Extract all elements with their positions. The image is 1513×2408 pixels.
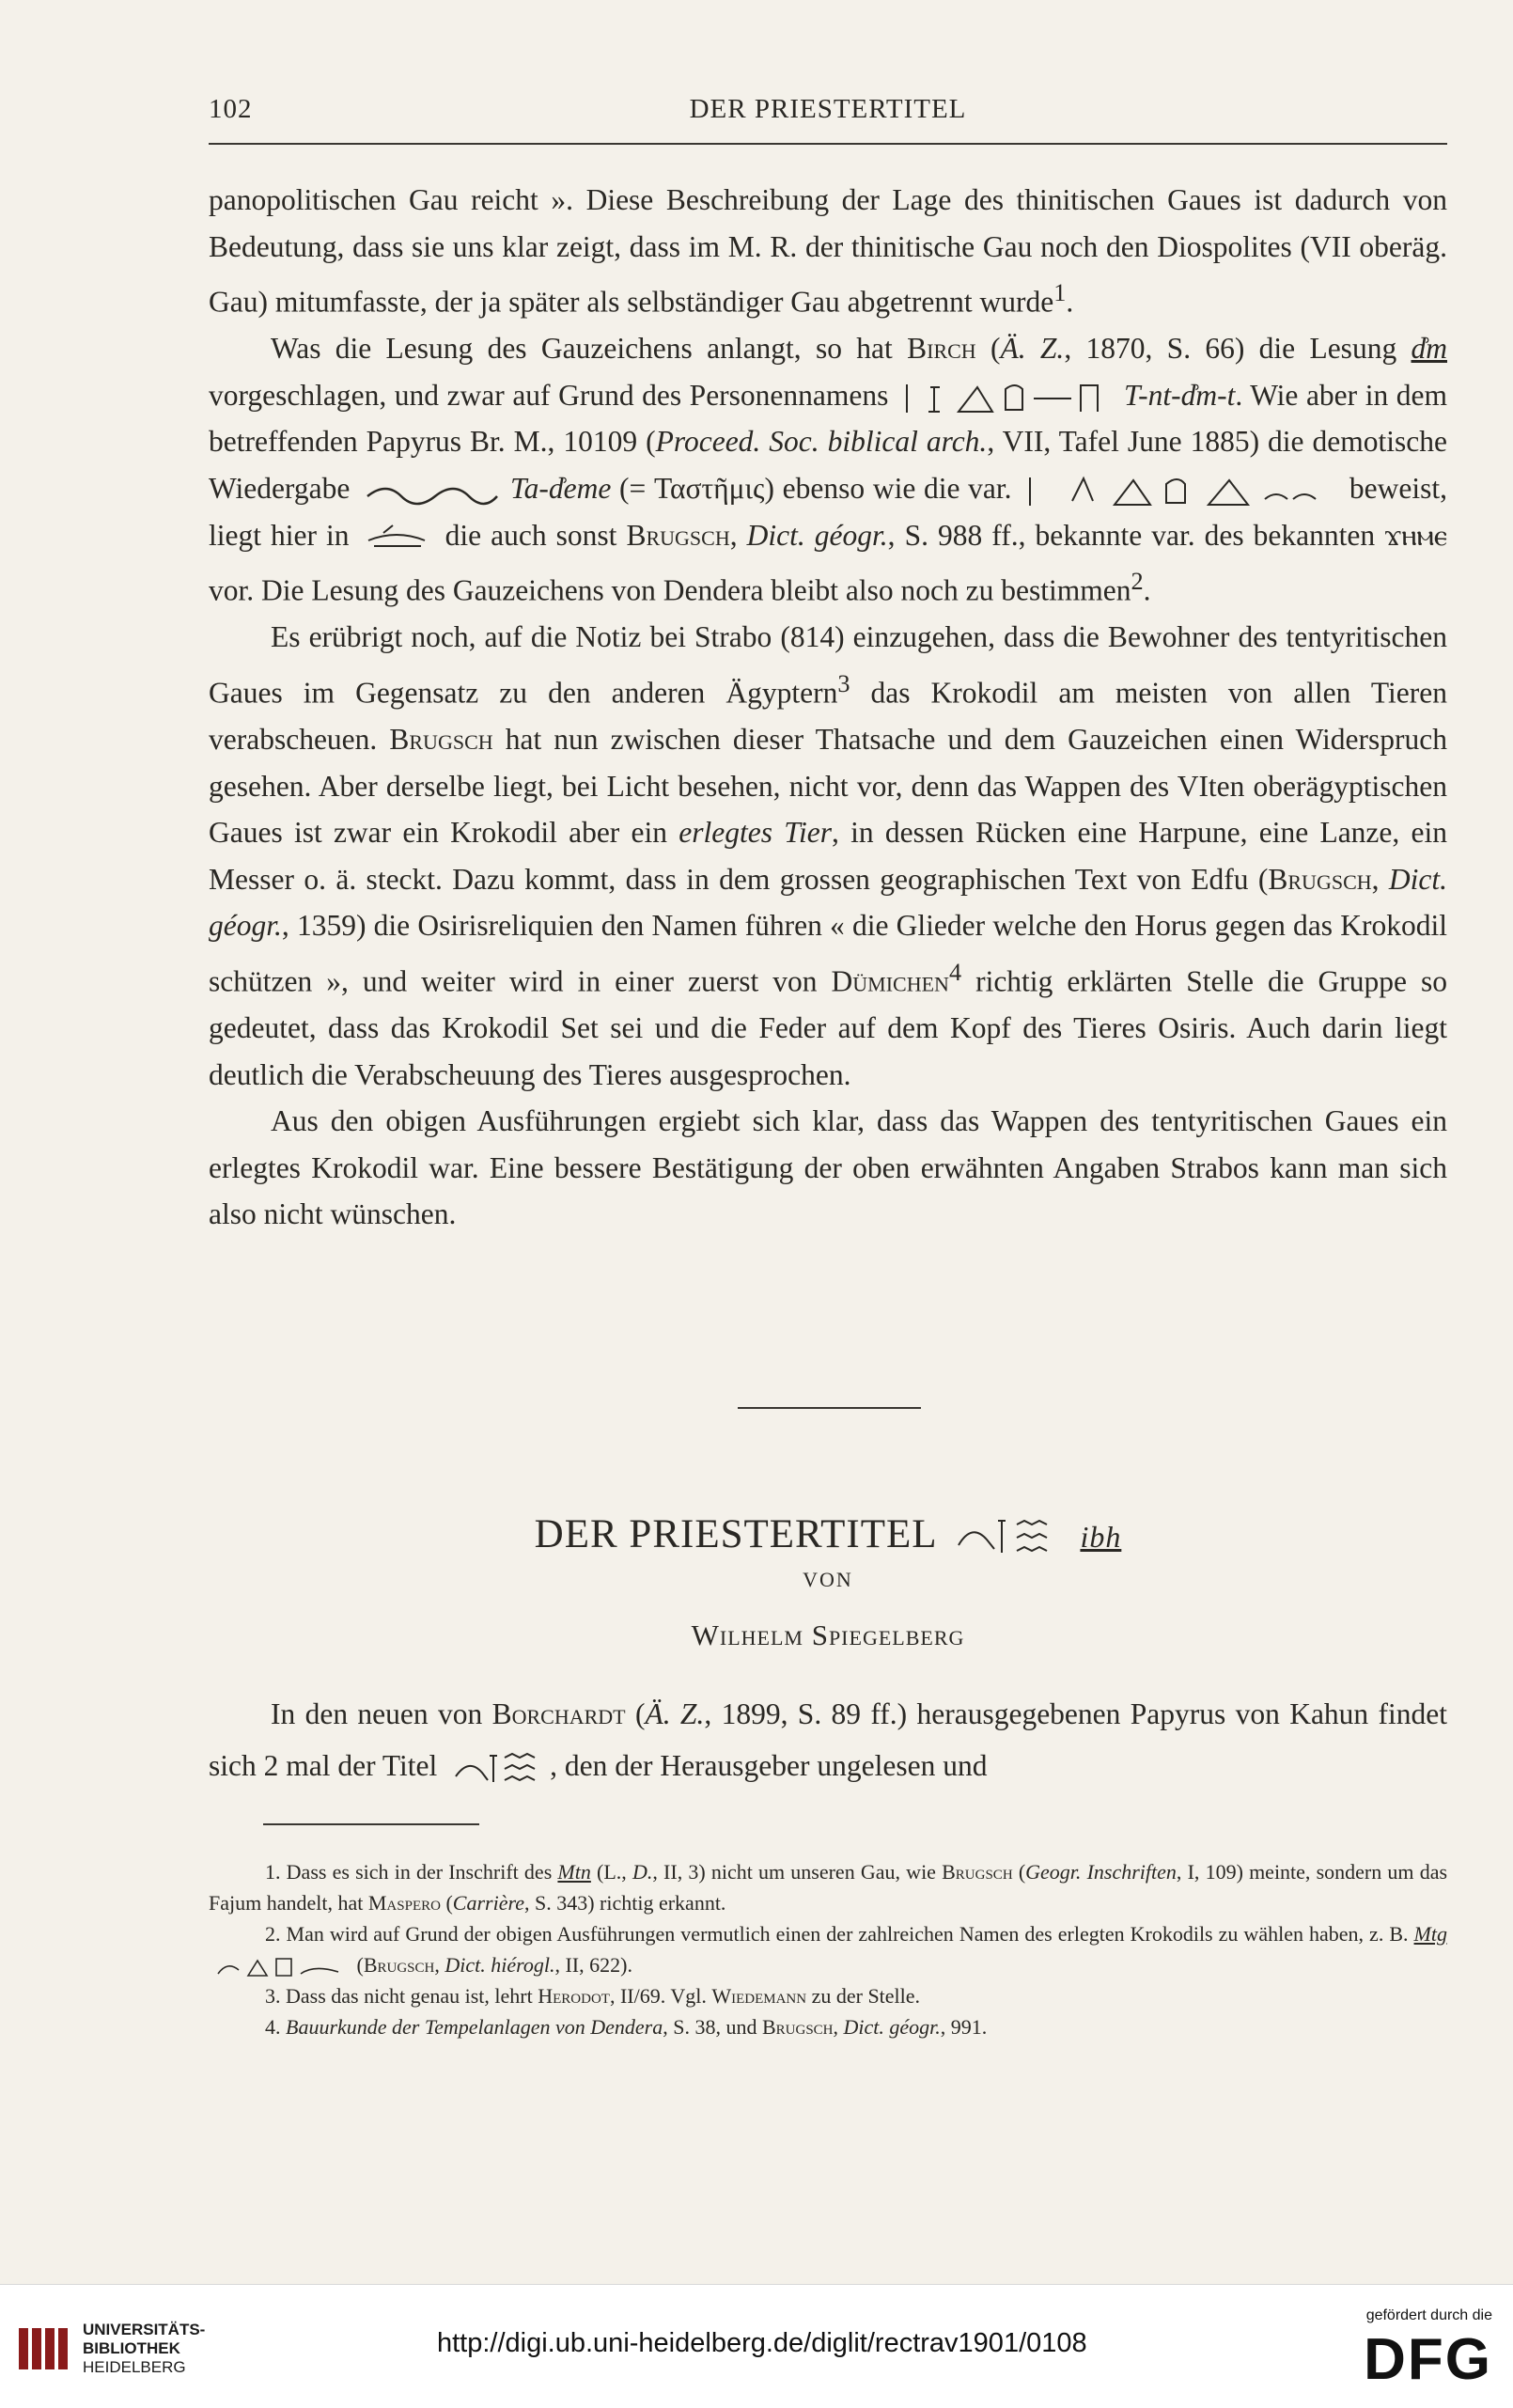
library-name: UNIVERSITÄTS- BIBLIOTHEK HEIDELBERG	[83, 2321, 206, 2376]
footnote-3: 3. Dass das nicht genau ist, lehrt Herodot, II/69. Vgl. Wiedemann zu der Stelle.	[265, 1984, 921, 2008]
library-logo-icon	[17, 2322, 70, 2380]
paragraph-3: Es erübrigt noch, auf die Notiz bei Strabo (814) einzugehen, dass die Bewohner des tentyritischen Gaues im Gegensatz zu den anderen Ägyptern$^3$ das Krokodil am meisten von allen Tieren verabscheuen. Brugsch hat nun zwischen dieser Thatsache und dem Gauzeichen einen Widerspruch gesehen. Aber derselbe liegt, bei Licht besehen, nicht vor, denn das Wappen des VIten oberägyptischen Gaues ist zwar ein Krokodil aber ein erlegtes Tier, in dessen Rücken eine Harpune, eine Lanze, ein Messer o. ä. steckt. Dazu kommt, dass in dem grossen geographischen Text von Edfu (Brugsch, Dict. géogr., 1359) die Osirisreliquien den Namen führen « die Glieder welche den Horus gegen das Krokodil schützen », und weiter wird in einer zuerst von Dümichen$^4$ richtig erklärten Stelle die Gruppe so gedeutet, dass das Krokodil Set sei und die Feder auf dem Kopf des Tieres Osiris. Auch darin liegt deutlich die Verabscheuung des Tieres ausgesprochen.	[209, 620, 1447, 1091]
footnote-2: 2. Man wird auf Grund der obigen Ausführungen vermutlich einen der zahlreichen Namen des erlegten Krokodils zu wählen haben, z. B. Mtg (Brugsch, Dict. hiérogl., II, 622).	[209, 1918, 1447, 1980]
footnote-rule	[263, 1823, 479, 1825]
header-rule	[209, 143, 1447, 145]
article-title: DER PRIESTERTITEL ibh	[209, 1511, 1447, 1564]
permalink-url[interactable]: http://digi.ub.uni-heidelberg.de/diglit/rectrav1901/0108	[437, 2328, 1087, 2358]
footnotes	[209, 1856, 1447, 2042]
hieroglyph-group-icon	[902, 380, 1118, 417]
dfg-logo: DFG	[1364, 2327, 1492, 2392]
digitization-footer	[0, 2284, 1513, 2408]
page-header	[209, 94, 1447, 132]
paragraph-1: panopolitischen Gau reicht ». Diese Beschreibung der Lage des thinitischen Gaues ist dadurch von Bedeutung, dass sie uns klar zeigt, dass im M. R. der thinitische Gau noch den Diospolites (VII oberäg. Gau) mitumfasste, der ja später als selbständiger Gau abgetrennt wurde$^1$.	[209, 183, 1447, 319]
page-number: 102	[209, 94, 253, 124]
main-text	[209, 177, 1447, 1238]
hieroglyph-group-icon	[214, 1955, 346, 1979]
section-separator	[738, 1407, 921, 1409]
demotic-glyph-icon	[364, 477, 505, 506]
footnote-1: 1. Dass es sich in der Inschrift des Mtn (L., D., II, 3) nicht um unseren Gau, wie Brugsch (Geogr. Inschriften, I, 109) meinte, sondern um das Fajum handelt, hat Maspero (Carrière, S. 343) richtig erkannt.	[209, 1860, 1448, 1915]
article-paragraph: In den neuen von Borchardt (Ä. Z., 1899, S. 89 ff.) herausgegebenen Papyrus von Kahun findet sich 2 mal der Titel , den der Herausgeber ungelesen und	[209, 1688, 1447, 1791]
article-author: Wilhelm Spiegelberg	[691, 1618, 965, 1651]
paragraph-4: Aus den obigen Ausführungen ergiebt sich klar, dass das Wappen des tentyritischen Gaues ein erlegtes Krokodil war. Eine bessere Bestätigung der oben erwähnten Angaben Strabos kann man sich also nicht wünschen.	[209, 1104, 1447, 1231]
dfg-caption: gefördert durch die	[1365, 2307, 1492, 2323]
footnote-4: 4. Bauurkunde der Tempelanlagen von Dendera, S. 38, und Brugsch, Dict. géogr., 991.	[265, 2015, 988, 2039]
hieroglyph-group-icon	[450, 1748, 544, 1790]
hieroglyph-group-icon	[953, 1511, 1056, 1564]
article-byline-von: VON	[803, 1568, 853, 1591]
hieroglyph-group-icon	[365, 522, 430, 554]
paragraph-2: Was die Lesung des Gauzeichens anlangt, so hat Birch (Ä. Z., 1870, S. 66) die Lesung d͗m vorgeschlagen, und zwar auf Grund des Personennamens T-nt-d͗m-t. Wie aber in dem betreffenden Papyrus Br. M., 10109 (Proceed. Soc. biblical arch., VII, Tafel June 1885) die demotische Wiedergabe Ta-d͗eme (= Ταστῆμις) ebenso wie die var. beweist, liegt hier in die auch sonst Brugsch, Dict. géogr., S. 988 ff., bekannte var. des bekannten ϫⲏⲙⲉ vor. Die Lesung des Gauzeichens von Dendera bleibt also noch zu bestimmen$^2$.	[209, 332, 1448, 607]
article-text	[209, 1688, 1447, 1791]
hieroglyph-group-icon	[1025, 473, 1335, 510]
running-title: DER PRIESTERTITEL	[689, 94, 967, 124]
